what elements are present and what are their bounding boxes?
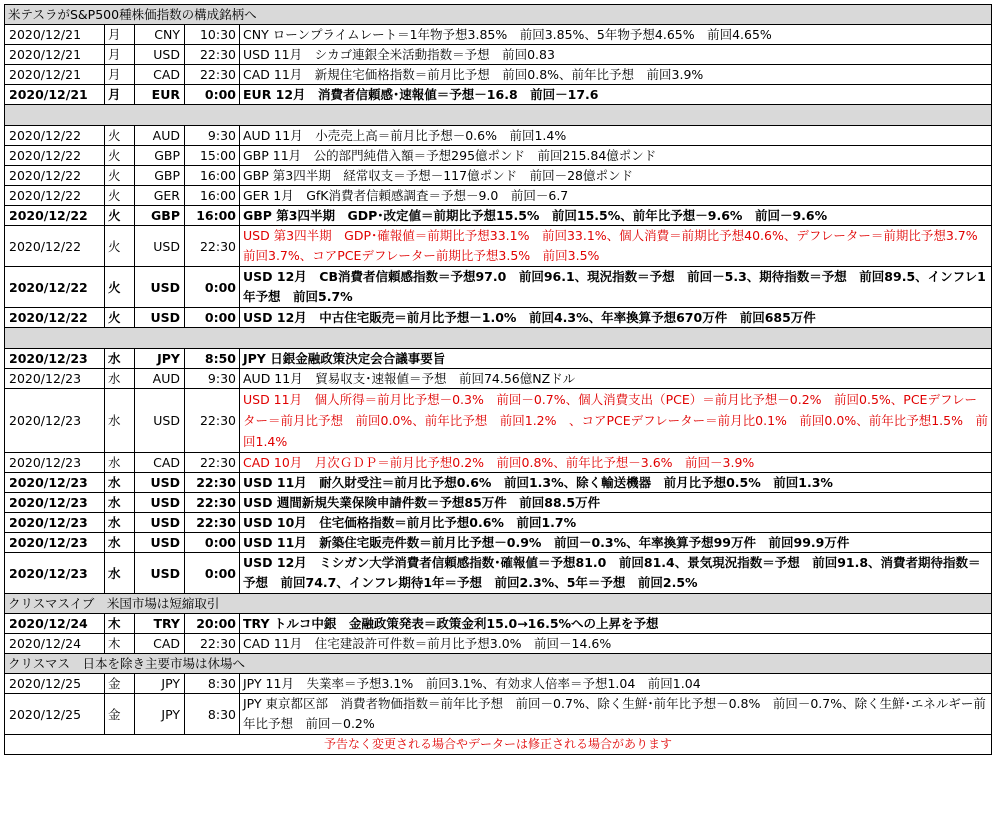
event-weekday: 火 [105, 166, 135, 186]
event-description: GER 1月 GfK消費者信頼感調査＝予想－9.0 前回－6.7 [240, 186, 992, 206]
event-time: 8:50 [185, 349, 240, 369]
event-description: CAD 11月 住宅建設許可件数＝前月比予想3.0% 前回－14.6% [240, 634, 992, 654]
event-description: USD 第3四半期 GDP･確報値＝前期比予想33.1% 前回33.1%、個人消費＝前期比予想40.6%、デフレーター＝前期比予想3.7% 前回3.7%、コアPCEデフレーター前期比予想3.5% 前回3.5% [240, 226, 992, 267]
event-date: 2020/12/24 [5, 614, 105, 634]
event-time: 0:00 [185, 553, 240, 594]
event-date: 2020/12/22 [5, 126, 105, 146]
event-time: 0:00 [185, 308, 240, 328]
event-date: 2020/12/21 [5, 25, 105, 45]
event-weekday: 火 [105, 267, 135, 308]
event-description: GBP 11月 公的部門純借入額＝予想295億ポンド 前回215.84億ポンド [240, 146, 992, 166]
section-header-row [5, 5, 992, 25]
event-description: USD 10月 住宅価格指数＝前月比予想0.6% 前回1.7% [240, 513, 992, 533]
event-time: 16:00 [185, 186, 240, 206]
event-date: 2020/12/22 [5, 308, 105, 328]
event-time: 15:00 [185, 146, 240, 166]
event-weekday: 水 [105, 533, 135, 553]
event-currency: EUR [135, 85, 185, 105]
event-date: 2020/12/25 [5, 694, 105, 735]
event-date: 2020/12/23 [5, 369, 105, 389]
event-description: USD 11月 シカゴ連銀全米活動指数＝予想 前回0.83 [240, 45, 992, 65]
event-date: 2020/12/23 [5, 349, 105, 369]
event-description: JPY 11月 失業率＝予想3.1% 前回3.1%、有効求人倍率＝予想1.04 前回1.04 [240, 674, 992, 694]
section-separator [5, 105, 992, 126]
event-currency: GER [135, 186, 185, 206]
event-row [5, 634, 992, 654]
event-row [5, 126, 992, 146]
event-currency: USD [135, 308, 185, 328]
event-row [5, 453, 992, 473]
section-separator-row [5, 105, 992, 126]
event-description: AUD 11月 貿易収支･速報値＝予想 前回74.56億NZドル [240, 369, 992, 389]
event-row [5, 85, 992, 105]
event-row [5, 553, 992, 594]
event-weekday: 水 [105, 389, 135, 453]
section-header-row [5, 654, 992, 674]
event-date: 2020/12/23 [5, 473, 105, 493]
event-time: 22:30 [185, 473, 240, 493]
event-date: 2020/12/23 [5, 493, 105, 513]
event-date: 2020/12/22 [5, 267, 105, 308]
event-time: 10:30 [185, 25, 240, 45]
event-row [5, 533, 992, 553]
event-time: 0:00 [185, 267, 240, 308]
event-time: 16:00 [185, 166, 240, 186]
event-description: USD 12月 中古住宅販売＝前月比予想－1.0% 前回4.3%、年率換算予想670万件 前回685万件 [240, 308, 992, 328]
event-row [5, 186, 992, 206]
event-time: 22:30 [185, 634, 240, 654]
event-currency: USD [135, 267, 185, 308]
event-row [5, 614, 992, 634]
event-weekday: 木 [105, 614, 135, 634]
event-weekday: 月 [105, 85, 135, 105]
calendar-table-wrapper [4, 4, 991, 755]
event-weekday: 水 [105, 453, 135, 473]
event-time: 22:30 [185, 453, 240, 473]
event-time: 22:30 [185, 226, 240, 267]
event-weekday: 水 [105, 553, 135, 594]
event-time: 9:30 [185, 369, 240, 389]
event-weekday: 水 [105, 369, 135, 389]
section-separator-row [5, 328, 992, 349]
event-row [5, 493, 992, 513]
event-time: 22:30 [185, 45, 240, 65]
event-currency: USD [135, 553, 185, 594]
event-description: USD 週間新規失業保険申請件数＝予想85万件 前回88.5万件 [240, 493, 992, 513]
event-row [5, 267, 992, 308]
event-row [5, 389, 992, 453]
event-currency: USD [135, 473, 185, 493]
event-row [5, 25, 992, 45]
event-description: CAD 10月 月次ＧＤＰ＝前月比予想0.2% 前回0.8%、前年比予想－3.6% 前回－3.9% [240, 453, 992, 473]
event-description: USD 11月 新築住宅販売件数＝前月比予想－0.9% 前回－0.3%、年率換算予想99万件 前回99.9万件 [240, 533, 992, 553]
event-currency: USD [135, 389, 185, 453]
event-time: 8:30 [185, 694, 240, 735]
event-date: 2020/12/22 [5, 166, 105, 186]
event-time: 22:30 [185, 513, 240, 533]
event-time: 22:30 [185, 389, 240, 453]
footer-row [5, 735, 992, 755]
event-description: GBP 第3四半期 経常収支＝予想－117億ポンド 前回－28億ポンド [240, 166, 992, 186]
event-description: GBP 第3四半期 GDP･改定値＝前期比予想15.5% 前回15.5%、前年比予想－9.6% 前回－9.6% [240, 206, 992, 226]
event-date: 2020/12/22 [5, 146, 105, 166]
event-description: TRY トルコ中銀 金融政策発表＝政策金利15.0→16.5%への上昇を予想 [240, 614, 992, 634]
event-currency: JPY [135, 674, 185, 694]
section-separator [5, 328, 992, 349]
event-date: 2020/12/21 [5, 45, 105, 65]
event-date: 2020/12/21 [5, 85, 105, 105]
event-description: AUD 11月 小売売上高＝前月比予想－0.6% 前回1.4% [240, 126, 992, 146]
event-time: 9:30 [185, 126, 240, 146]
event-row [5, 65, 992, 85]
event-date: 2020/12/23 [5, 533, 105, 553]
event-weekday: 火 [105, 146, 135, 166]
section-header: 米テスラがS&P500種株価指数の構成銘柄へ [5, 5, 992, 25]
event-weekday: 火 [105, 226, 135, 267]
event-description: USD 11月 個人所得＝前月比予想－0.3% 前回－0.7%、個人消費支出（PCE）＝前月比予想－0.2% 前回0.5%、PCEデフレーター＝前月比予想 前回0.0%、前年比予想 前回1.2% 、コアPCEデフレーター＝前月比0.1% 前回0.0%、前年比予想1.5% 前回1.4% [240, 389, 992, 453]
event-weekday: 金 [105, 674, 135, 694]
event-weekday: 水 [105, 349, 135, 369]
event-row [5, 349, 992, 369]
event-row [5, 308, 992, 328]
event-currency: USD [135, 493, 185, 513]
section-header: クリスマスイブ 米国市場は短縮取引 [5, 594, 992, 614]
event-date: 2020/12/23 [5, 389, 105, 453]
event-weekday: 火 [105, 186, 135, 206]
event-currency: AUD [135, 126, 185, 146]
event-weekday: 火 [105, 126, 135, 146]
event-currency: CAD [135, 453, 185, 473]
event-weekday: 月 [105, 65, 135, 85]
event-date: 2020/12/25 [5, 674, 105, 694]
event-description: USD 12月 ミシガン大学消費者信頼感指数･確報値＝予想81.0 前回81.4、景気現況指数＝予想 前回91.8、消費者期待指数＝予想 前回74.7、インフレ期待1年＝予想 前回2.3%、5年＝予想 前回2.5% [240, 553, 992, 594]
event-row [5, 473, 992, 493]
event-weekday: 水 [105, 513, 135, 533]
event-row [5, 369, 992, 389]
event-time: 8:30 [185, 674, 240, 694]
event-currency: GBP [135, 146, 185, 166]
event-date: 2020/12/23 [5, 513, 105, 533]
calendar-body [5, 5, 992, 755]
event-row [5, 694, 992, 735]
section-header-row [5, 594, 992, 614]
event-description: USD 11月 耐久財受注＝前月比予想0.6% 前回1.3%、除く輸送機器 前月比予想0.5% 前回1.3% [240, 473, 992, 493]
disclaimer-note: 予告なく変更される場合やデーターは修正される場合があります [5, 735, 992, 755]
event-currency: AUD [135, 369, 185, 389]
event-row [5, 166, 992, 186]
event-time: 0:00 [185, 85, 240, 105]
event-description: CAD 11月 新規住宅価格指数＝前月比予想 前回0.8%、前年比予想 前回3.9% [240, 65, 992, 85]
event-date: 2020/12/22 [5, 206, 105, 226]
event-time: 22:30 [185, 493, 240, 513]
event-weekday: 火 [105, 308, 135, 328]
event-date: 2020/12/23 [5, 553, 105, 594]
event-currency: TRY [135, 614, 185, 634]
event-currency: USD [135, 45, 185, 65]
event-time: 16:00 [185, 206, 240, 226]
event-currency: GBP [135, 206, 185, 226]
event-row [5, 226, 992, 267]
event-weekday: 火 [105, 206, 135, 226]
event-weekday: 月 [105, 45, 135, 65]
event-description: JPY 日銀金融政策決定会合議事要旨 [240, 349, 992, 369]
event-row [5, 146, 992, 166]
event-currency: CNY [135, 25, 185, 45]
event-time: 0:00 [185, 533, 240, 553]
event-weekday: 月 [105, 25, 135, 45]
event-currency: GBP [135, 166, 185, 186]
event-currency: CAD [135, 634, 185, 654]
event-currency: JPY [135, 349, 185, 369]
event-date: 2020/12/22 [5, 226, 105, 267]
economic-calendar-table [4, 4, 992, 755]
event-time: 20:00 [185, 614, 240, 634]
event-row [5, 45, 992, 65]
event-weekday: 水 [105, 473, 135, 493]
event-currency: USD [135, 533, 185, 553]
event-date: 2020/12/24 [5, 634, 105, 654]
event-row [5, 674, 992, 694]
event-row [5, 513, 992, 533]
event-description: JPY 東京都区部 消費者物価指数＝前年比予想 前回－0.7%、除く生鮮･前年比予想－0.8% 前回－0.7%、除く生鮮･エネルギー前年比予想 前回－0.2% [240, 694, 992, 735]
event-currency: USD [135, 226, 185, 267]
event-weekday: 金 [105, 694, 135, 735]
event-description: USD 12月 CB消費者信頼感指数＝予想97.0 前回96.1、現況指数＝予想 前回－5.3、期待指数＝予想 前回89.5、インフレ1年予想 前回5.7% [240, 267, 992, 308]
event-weekday: 水 [105, 493, 135, 513]
event-date: 2020/12/21 [5, 65, 105, 85]
event-description: CNY ローンプライムレート＝1年物予想3.85% 前回3.85%、5年物予想4.65% 前回4.65% [240, 25, 992, 45]
event-currency: CAD [135, 65, 185, 85]
event-time: 22:30 [185, 65, 240, 85]
event-weekday: 木 [105, 634, 135, 654]
event-currency: JPY [135, 694, 185, 735]
event-row [5, 206, 992, 226]
section-header: クリスマス 日本を除き主要市場は休場へ [5, 654, 992, 674]
event-date: 2020/12/23 [5, 453, 105, 473]
event-date: 2020/12/22 [5, 186, 105, 206]
event-currency: USD [135, 513, 185, 533]
event-description: EUR 12月 消費者信頼感･速報値＝予想－16.8 前回－17.6 [240, 85, 992, 105]
